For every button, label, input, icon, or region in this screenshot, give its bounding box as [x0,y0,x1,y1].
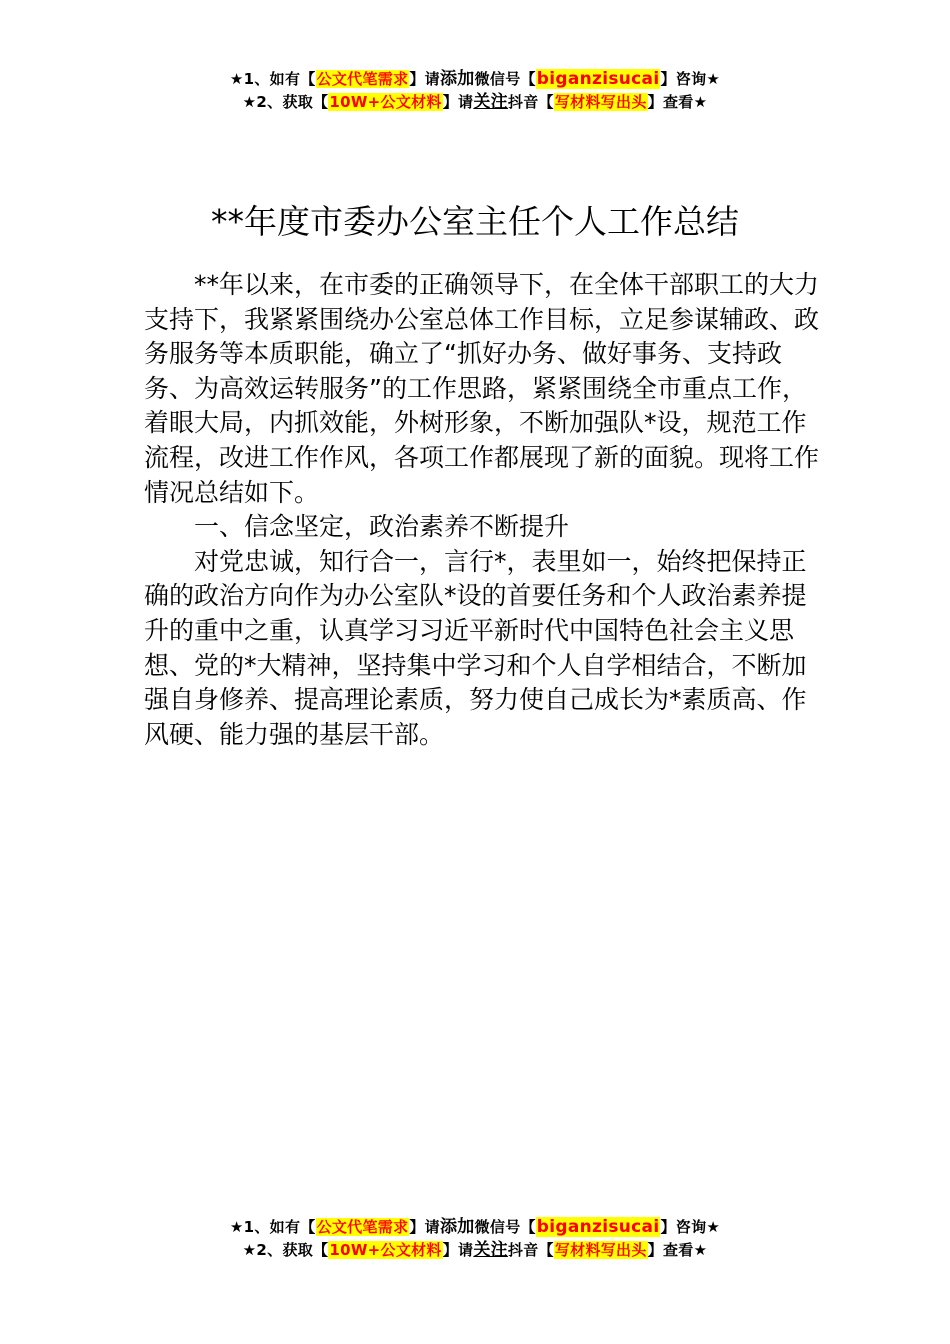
banner-emphasis: 关注 [473,92,508,112]
banner-line-1 [0,68,950,91]
banner-highlight: 公文代笔需求 [316,1218,409,1236]
paragraph-section-1: 对党忠诚，知行合一，言行*，表里如一，始终把保持正确的政治方向作为办公室队*设的首要任务和个人政治素养提升的重中之重，认真学习习近平新时代中国特色社会主义思想、党的*大精神，坚持集中学习和个人自学相结合，不断加强自身修养、提高理论素质，努力使自己成长为*素质高、作风硬、能力强的基层干部。 [144,546,807,749]
bottom-banner [0,1216,950,1262]
banner-text: ★1、如有【 [229,70,316,88]
banner-text: 微信号【 [474,1218,536,1236]
banner-wechat-id: biganzisucai [536,69,660,89]
banner-text: 】请 [409,1218,440,1236]
banner-douyin-id: 写材料写出头 [554,93,647,111]
banner-emphasis: 添加 [439,1217,475,1237]
banner-text: 】查看★ [647,93,708,111]
paragraph-intro: **年以来，在市委的正确领导下，在全体干部职工的大力支持下，我紧紧围绕办公室总体工作目标，立足参谋辅政、政务服务等本质职能，确立了“抓好办务、做好事务、支持政务、为高效运转服务”的工作思路，紧紧围绕全市重点工作，着眼大局，内抓效能，外树形象，不断加强队*设，规范工作流程，改进工作作风，各项工作都展现了新的面貌。现将工作情况总结如下。 [144,270,820,507]
banner-text: 】咨询★ [660,70,721,88]
banner-text: 】请 [442,93,474,111]
banner-wechat-id: biganzisucai [536,1217,660,1237]
banner-emphasis: 关注 [473,1240,508,1260]
banner-line-1 [0,1216,950,1239]
banner-text: 】请 [442,1241,474,1259]
banner-text: ★1、如有【 [229,1218,316,1236]
banner-text: 抖音【 [507,93,554,111]
document-title: **年度市委办公室主任个人工作总结 [211,202,739,242]
banner-text: ★2、获取【 [242,1241,329,1259]
banner-line-2 [0,91,950,114]
banner-text: 】查看★ [647,1241,708,1259]
banner-text: 】请 [409,70,440,88]
document-body [144,268,824,752]
banner-text: 】咨询★ [660,1218,721,1236]
banner-text: ★2、获取【 [242,93,329,111]
banner-emphasis: 添加 [439,69,475,89]
banner-text: 抖音【 [507,1241,554,1259]
banner-text: 微信号【 [474,70,536,88]
banner-highlight: 10W+公文材料 [329,1241,442,1259]
top-banner [0,68,950,114]
banner-highlight: 公文代笔需求 [316,70,409,88]
section-heading: 一、信念坚定，政治素养不断提升 [194,512,570,542]
banner-douyin-id: 写材料写出头 [554,1241,647,1259]
banner-highlight: 10W+公文材料 [329,93,442,111]
banner-line-2 [0,1239,950,1262]
